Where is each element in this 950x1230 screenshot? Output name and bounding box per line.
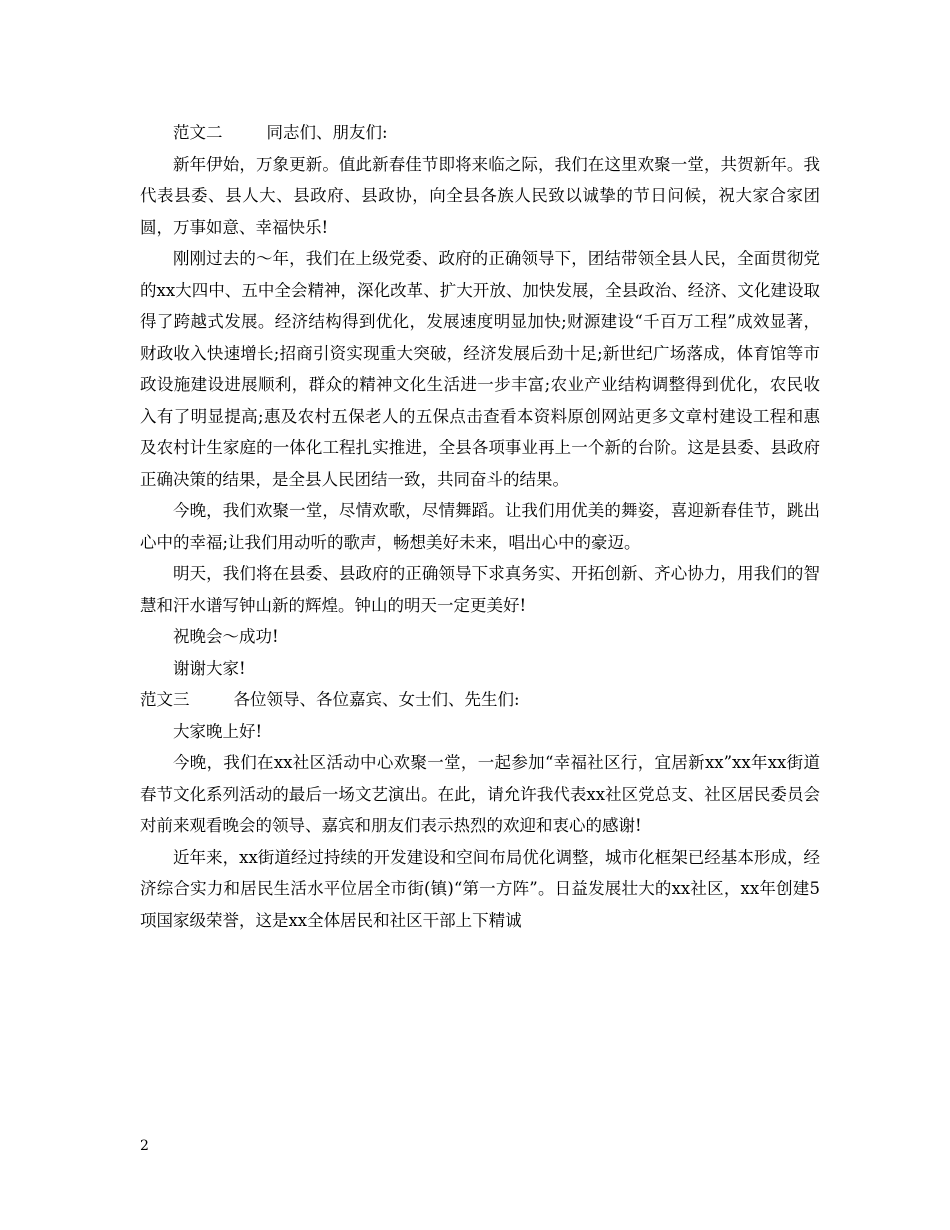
paragraph: 新年伊始，万象更新。值此新春佳节即将来临之际，我们在这里欢聚一堂，共贺新年。我代表县委、县人大、县政府、县政协，向全县各族人民致以诚挚的节日问候，祝大家合家团圆，万事如意、幸福快乐! xyxy=(140,154,820,237)
page-number: 2 xyxy=(140,1138,149,1154)
salutation: 同志们、朋友们: xyxy=(266,123,388,142)
paragraph: 谢谢大家! xyxy=(173,658,246,678)
document-body xyxy=(140,117,820,936)
section-title: 范文二 xyxy=(173,123,223,142)
section-heading-2 xyxy=(140,117,820,149)
paragraph: 今晚，我们欢聚一堂，尽情欢歌，尽情舞蹈。让我们用优美的舞姿，喜迎新春佳节，跳出心中的幸福;让我们用动听的歌声，畅想美好未来，唱出心中的豪迈。 xyxy=(140,501,820,552)
salutation: 各位领导、各位嘉宾、女士们、先生们: xyxy=(233,690,520,709)
paragraph: 大家晚上好! xyxy=(173,721,263,741)
paragraph: 祝晚会～成功! xyxy=(173,627,279,646)
paragraph: 明天，我们将在县委、县政府的正确领导下求真务实、开拓创新、齐心协力，用我们的智慧和汗水谱写钟山新的辉煌。钟山的明天一定更美好! xyxy=(140,564,820,615)
paragraph: 刚刚过去的～年，我们在上级党委、政府的正确领导下，团结带领全县人民，全面贯彻党的xx大四中、五中全会精神，深化改革、扩大开放、加快发展，全县政治、经济、文化建设取得了跨越式发展。经济结构得到优化，发展速度明显加快;财源建设“千百万工程”成效显著，财政收入快速增长;招商引资实现重大突破，经济发展后劲十足;新世纪广场落成，体育馆等市政设施建设进展顺利，群众的精神文化生活进一步丰富;农业产业结构调整得到优化，农民收入有了明显提高;惠及农村五保老人的五保点击查看本资料原创网站更多文章村建设工程和惠及农村计生家庭的一体化工程扎实推进，全县各项事业再上一个新的台阶。这是县委、县政府正确决策的结果，是全县人民团结一致，共同奋斗的结果。 xyxy=(140,249,820,489)
paragraph: 今晚，我们在xx社区活动中心欢聚一堂，一起参加“幸福社区行，宜居新xx”xx年xx街道春节文化系列活动的最后一场文艺演出。在此，请允许我代表xx社区党总支、社区居民委员会对前来观看晚会的领导、嘉宾和朋友们表示热烈的欢迎和衷心的感谢! xyxy=(140,753,820,835)
paragraph: 近年来，xx街道经过持续的开发建设和空间布局优化调整，城市化框架已经基本形成，经济综合实力和居民生活水平位居全市街(镇)“第一方阵”。日益发展壮大的xx社区，xx年创建5项国家级荣誉，这是xx全体居民和社区干部上下精诚 xyxy=(140,847,820,930)
section-title: 范文三 xyxy=(140,690,190,709)
section-heading-3 xyxy=(140,684,820,716)
